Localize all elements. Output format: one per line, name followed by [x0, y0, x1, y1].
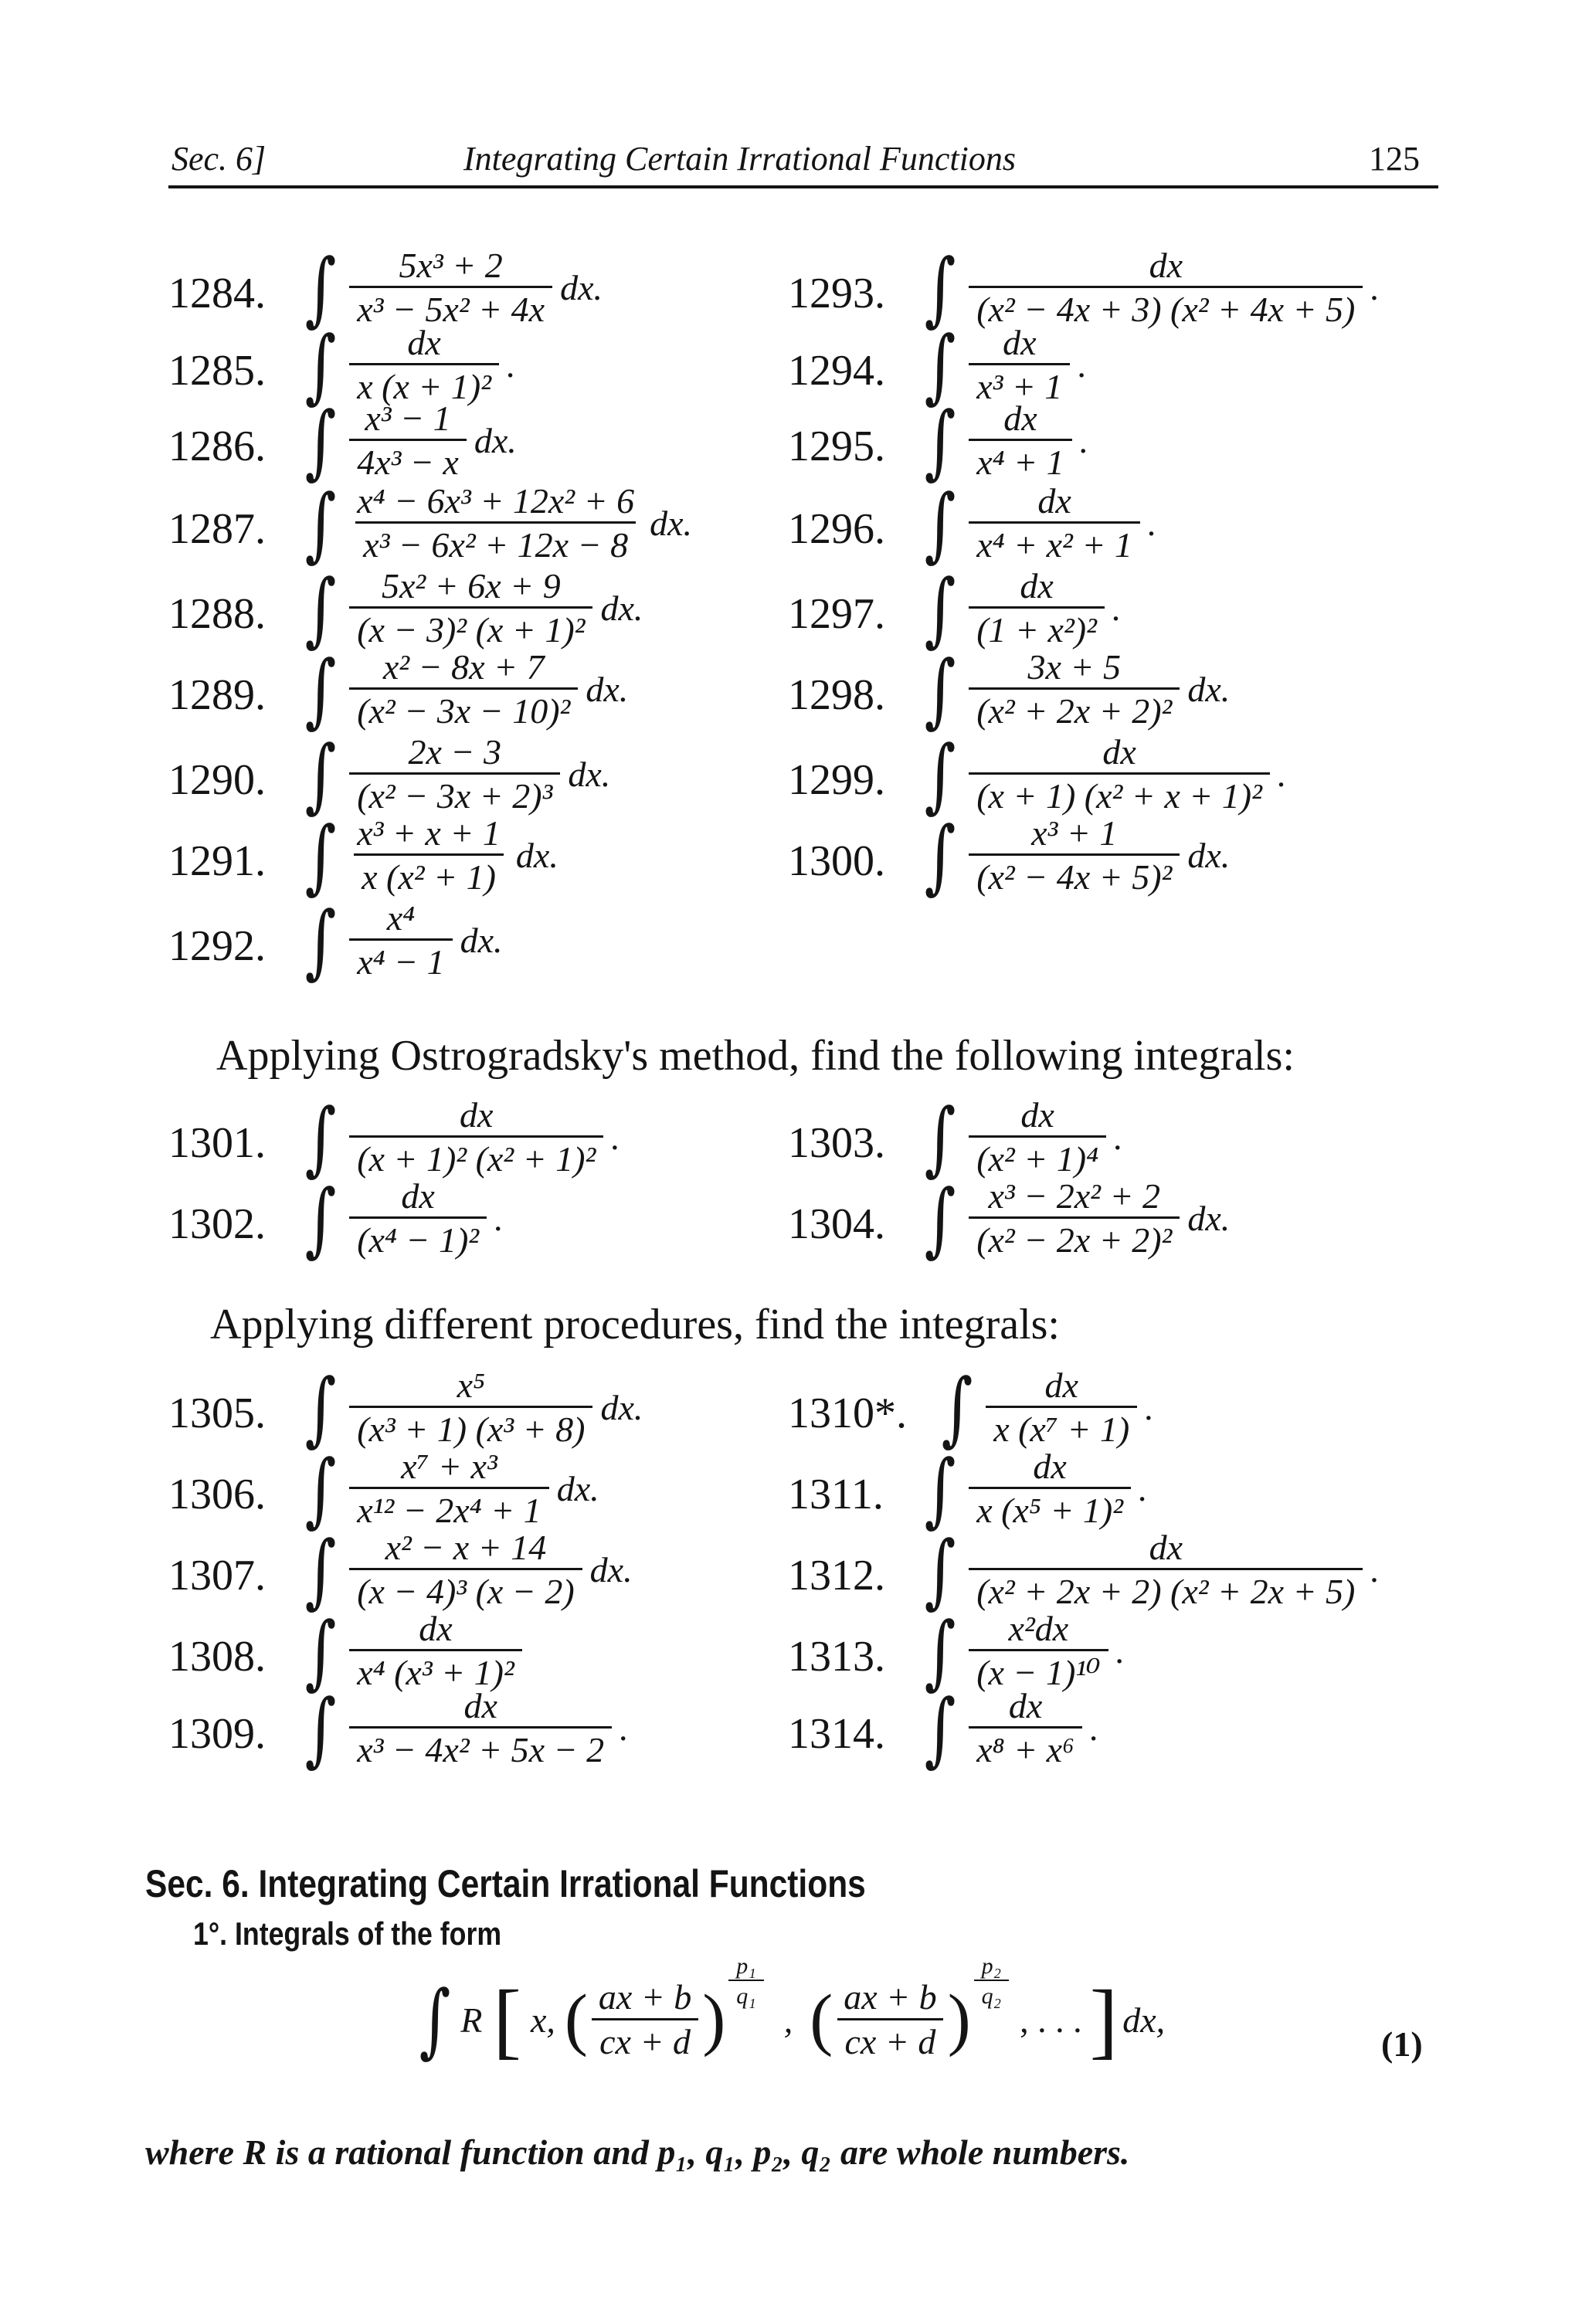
integral-sign: ∫	[304, 808, 337, 903]
problem-number: 1306.	[168, 1471, 266, 1518]
problem-number: 1295.	[788, 422, 885, 470]
integral-sign: ∫	[924, 561, 956, 656]
problem-number: 1300.	[788, 837, 885, 885]
integral-sign: ∫	[924, 642, 956, 737]
numerator: dx	[1003, 323, 1037, 362]
integral-sign: ∫	[304, 476, 337, 571]
denominator: (x² + 1)⁴	[969, 1135, 1106, 1178]
problem-number: 1286.	[168, 422, 266, 470]
integral-sign: ∫	[304, 893, 337, 988]
problem-number: 1285.	[168, 347, 266, 395]
integral-sign: ∫	[304, 561, 337, 656]
formula-num-1: ax + b	[598, 1977, 692, 2017]
integral-expression	[300, 240, 603, 335]
numerator: x²dx	[1008, 1609, 1069, 1648]
numerator: dx	[1033, 1447, 1067, 1486]
section-title: Sec. 6. Integrating Certain Irrational Functions	[145, 1862, 866, 1905]
differential: dx.	[600, 589, 643, 629]
problem-number: 1303.	[788, 1119, 885, 1167]
problem-number: 1301.	[168, 1119, 266, 1167]
footnote: where R is a rational function and p₁, q₁, p₂, q₂ are whole numbers.	[145, 2132, 1130, 2172]
denominator: (x² − 2x + 2)²	[969, 1216, 1180, 1259]
formula-den-2: cx + d	[837, 2018, 944, 2061]
integral-expression	[300, 1360, 643, 1455]
integral-expression	[300, 1090, 620, 1185]
integral-sign: ∫	[304, 1441, 337, 1536]
numerator: dx	[401, 1176, 435, 1216]
numerator: dx	[1149, 1528, 1183, 1567]
numerator: dx	[460, 1095, 494, 1135]
integral-expression	[919, 1603, 1125, 1698]
integral-sign: ∫	[304, 1171, 337, 1266]
differential: .	[494, 1199, 504, 1239]
differential: .	[620, 1708, 629, 1749]
integral-expression	[300, 561, 643, 656]
integral-expression	[300, 1681, 629, 1776]
formula-num-2: ax + b	[844, 1977, 937, 2017]
formula-dots: , . . .	[1020, 2000, 1082, 2040]
power-group-1: ( $\frac{ax + b}{cx + d}$ ) $\frac{\text{p₁}}{\text{q₁}}$	[565, 1979, 767, 2061]
integral-sign: ∫	[304, 1090, 337, 1185]
denominator: x⁸ + x⁶	[969, 1726, 1082, 1769]
differential: dx.	[1187, 670, 1231, 710]
differential: dx.	[560, 268, 603, 308]
denominator: (x − 4)³ (x − 2)	[349, 1568, 582, 1610]
integral-expression	[300, 727, 611, 822]
denominator: x (x² + 1)	[354, 853, 504, 896]
power-group-2: ( $\frac{ax + b}{cx + d}$ ) $\frac{\text{p₂}}{\text{q₂}}$	[810, 1979, 1012, 2061]
denominator: (1 + x²)²	[969, 606, 1105, 649]
integral-expression	[300, 476, 693, 571]
integral-sign: ∫	[304, 1681, 337, 1776]
differential: .	[1147, 504, 1157, 544]
differential: .	[1115, 1631, 1125, 1671]
differential: dx.	[650, 504, 693, 544]
numerator: dx	[419, 1609, 453, 1648]
denominator: (x − 3)² (x + 1)²	[349, 606, 592, 649]
differential: dx.	[568, 755, 611, 795]
differential: .	[1145, 1388, 1154, 1428]
numerator: x⁷ + x³	[401, 1447, 497, 1486]
integral-sign: ∫	[304, 1360, 337, 1455]
integral-sign: ∫	[304, 1603, 337, 1698]
problem-number: 1287.	[168, 505, 266, 553]
integral-expression	[936, 1360, 1154, 1455]
problem-number: 1311.	[788, 1471, 884, 1518]
differential: .	[507, 345, 516, 385]
differential: dx.	[1187, 836, 1231, 876]
formula-p2: p₂	[981, 1952, 1002, 1979]
integral-sign: ∫	[924, 393, 956, 488]
numerator: dx	[1020, 1095, 1054, 1135]
numerator: x² − x + 14	[385, 1528, 547, 1567]
integral-sign: ∫	[924, 727, 956, 822]
numerator: 5x² + 6x + 9	[381, 566, 561, 606]
problem-number: 1288.	[168, 590, 266, 638]
differential: .	[611, 1118, 620, 1158]
section-subtitle: 1°. Integrals of the form	[193, 1915, 502, 1952]
numerator: dx	[407, 323, 441, 362]
problem-number: 1299.	[788, 756, 885, 804]
numerator: dx	[1020, 566, 1054, 606]
integral-expression	[300, 1171, 504, 1266]
integral-expression	[919, 1090, 1123, 1185]
differential: .	[1370, 268, 1380, 308]
integral-expression	[300, 642, 629, 737]
integral-sign: ∫	[924, 1603, 956, 1698]
problem-number: 1307.	[168, 1552, 266, 1600]
denominator: x⁴ + 1	[969, 439, 1071, 481]
denominator: (x + 1)² (x² + 1)²	[349, 1135, 603, 1178]
header-section: Sec. 6]	[171, 140, 266, 178]
problem-number: 1291.	[168, 837, 266, 885]
denominator: x⁴ + x² + 1	[969, 521, 1140, 564]
differential: .	[1138, 1469, 1148, 1509]
equation-number: (1)	[1381, 2024, 1423, 2064]
integral-expression	[919, 1441, 1148, 1536]
problem-number: 1292.	[168, 922, 266, 970]
problem-number: 1312.	[788, 1552, 885, 1600]
numerator: x³ + 1	[1031, 813, 1118, 853]
denominator: x³ − 6x² + 12x − 8	[355, 521, 636, 564]
numerator: 5x³ + 2	[399, 246, 503, 285]
denominator: x³ + 1	[969, 363, 1070, 405]
differential: .	[1078, 345, 1087, 385]
integral-sign: ∫	[924, 240, 956, 335]
integral-expression	[919, 1522, 1380, 1617]
problem-number: 1309.	[168, 1710, 266, 1758]
differential: dx.	[460, 921, 503, 961]
problem-number: 1298.	[788, 671, 885, 719]
header-title: Integrating Certain Irrational Functions	[463, 140, 1016, 178]
problem-number: 1289.	[168, 671, 266, 719]
denominator: x (x + 1)²	[349, 363, 499, 405]
numerator: dx	[1102, 732, 1136, 772]
differential: dx.	[474, 421, 517, 461]
numerator: 2x − 3	[408, 732, 501, 772]
numerator: 3x + 5	[1027, 647, 1121, 687]
denominator: (x² − 3x + 2)³	[349, 772, 560, 815]
denominator: 4x³ − x	[349, 439, 467, 481]
numerator: x³ − 1	[365, 399, 451, 438]
problem-number: 1305.	[168, 1389, 266, 1437]
paragraph-different-procedures: Applying different procedures, find the integrals:	[210, 1301, 1060, 1349]
integral-sign: ∫	[924, 476, 956, 571]
integral-sign: ∫	[924, 1681, 956, 1776]
problem-number: 1293.	[788, 270, 885, 317]
numerator: x⁴ − 6x³ + 12x² + 6	[357, 481, 635, 521]
denominator: x⁴ (x³ + 1)²	[349, 1649, 522, 1691]
denominator: (x² + 2x + 2)²	[969, 687, 1180, 730]
integral-sign: ∫	[304, 727, 337, 822]
integral-expression	[919, 393, 1089, 488]
problem-number: 1297.	[788, 590, 885, 638]
denominator: (x² − 4x + 5)²	[969, 853, 1180, 896]
numerator: x⁴	[386, 898, 416, 938]
integral-sign: ∫	[304, 1522, 337, 1617]
integral-expression	[300, 808, 558, 903]
left-bracket: [	[493, 1973, 521, 2067]
integral-sign: ∫	[924, 808, 956, 903]
integral-sign: ∫	[924, 1171, 956, 1266]
integral-expression	[300, 893, 503, 988]
denominator: (x² + 2x + 2) (x² + 2x + 5)	[969, 1568, 1363, 1610]
problem-number: 1313.	[788, 1633, 885, 1681]
integral-sign: ∫	[419, 1973, 451, 2067]
problem-number: 1304.	[788, 1200, 885, 1248]
problem-number: 1294.	[788, 347, 885, 395]
denominator: x (x⁵ + 1)²	[969, 1487, 1131, 1529]
numerator: dx	[1044, 1366, 1078, 1405]
differential: .	[1114, 1118, 1123, 1158]
integral-sign: ∫	[924, 1441, 956, 1536]
integral-sign: ∫	[941, 1360, 973, 1455]
differential: dx.	[556, 1469, 599, 1509]
problem-number: 1310*.	[788, 1389, 907, 1437]
formula-R: R	[460, 2000, 483, 2040]
integral-expression	[919, 727, 1287, 822]
differential: dx.	[515, 836, 558, 876]
differential: dx.	[1187, 1199, 1231, 1239]
numerator: x⁵	[457, 1366, 486, 1405]
numerator: dx	[463, 1686, 497, 1725]
formula-p1: p₁	[736, 1952, 756, 1979]
numerator: dx	[1003, 399, 1037, 438]
formula-dx: dx,	[1122, 2000, 1166, 2040]
problem-number: 1290.	[168, 756, 266, 804]
numerator: x² − 8x + 7	[382, 647, 545, 687]
integral-expression	[919, 1681, 1099, 1776]
formula-q1: q₁	[728, 1980, 763, 2009]
problem-number: 1308.	[168, 1633, 266, 1681]
differential: dx.	[589, 1550, 633, 1590]
integral-sign: ∫	[924, 1090, 956, 1185]
integral-expression	[919, 808, 1231, 903]
integral-sign: ∫	[304, 642, 337, 737]
differential: .	[1370, 1550, 1380, 1590]
paragraph-ostrogradsky: Applying Ostrogradsky's method, find the following integrals:	[216, 1032, 1295, 1080]
numerator: x³ + x + 1	[357, 813, 501, 853]
numerator: dx	[1008, 1686, 1043, 1725]
denominator: x¹² − 2x⁴ + 1	[349, 1487, 549, 1529]
differential: .	[1090, 1708, 1099, 1749]
header-rule	[168, 185, 1438, 188]
numerator: x³ − 2x² + 2	[988, 1176, 1160, 1216]
denominator: x³ − 5x² + 4x	[349, 286, 552, 328]
integral-expression	[300, 1603, 530, 1698]
problem-number: 1284.	[168, 270, 266, 317]
formula-q2: q₂	[974, 1980, 1009, 2009]
denominator: x⁴ − 1	[349, 938, 452, 981]
right-bracket: ]	[1089, 1973, 1119, 2067]
denominator: x³ − 4x² + 5x − 2	[349, 1726, 612, 1769]
problem-number: 1302.	[168, 1200, 266, 1248]
formula-den-1: cx + d	[592, 2018, 698, 2061]
denominator: (x + 1) (x² + x + 1)²	[969, 772, 1270, 815]
differential: .	[1277, 755, 1287, 795]
problem-number: 1296.	[788, 505, 885, 553]
integral-sign: ∫	[924, 317, 956, 412]
integral-sign: ∫	[304, 317, 337, 412]
denominator: (x³ + 1) (x³ + 8)	[349, 1406, 592, 1448]
formula-1: ∫ R [ x, ( $\frac{ax + b}{cx + d}$ ) $\frac{\text{p₁}}{\text{q₁}}$ , ( $\frac{ax + b}{cx + d}$ ) $\frac{\text{p₂}}{\text{q₂}}$ , . . . ] dx,	[419, 1952, 1166, 2067]
integral-expression	[300, 1441, 599, 1536]
integral-expression	[300, 1522, 633, 1617]
integral-expression	[919, 561, 1122, 656]
differential: .	[1112, 589, 1122, 629]
denominator: (x² − 3x − 10)²	[349, 687, 578, 730]
integral-expression	[300, 393, 517, 488]
integral-expression	[919, 476, 1157, 571]
denominator: x (x⁷ + 1)	[986, 1406, 1137, 1448]
denominator: (x² − 4x + 3) (x² + 4x + 5)	[969, 286, 1363, 328]
integral-sign: ∫	[304, 393, 337, 488]
numerator: dx	[1037, 481, 1071, 521]
formula-x: x,	[530, 2000, 555, 2040]
differential: dx.	[600, 1388, 643, 1428]
problem-number: 1314.	[788, 1710, 885, 1758]
denominator: (x⁴ − 1)²	[349, 1216, 487, 1259]
denominator: (x − 1)¹⁰	[969, 1649, 1108, 1691]
differential: dx.	[586, 670, 629, 710]
integral-sign: ∫	[304, 240, 337, 335]
integral-expression	[919, 642, 1231, 737]
differential: .	[1079, 421, 1089, 461]
integral-expression	[919, 240, 1380, 335]
page-number: 125	[1369, 140, 1420, 178]
numerator: dx	[1149, 246, 1183, 285]
integral-sign: ∫	[924, 1522, 956, 1617]
integral-expression	[919, 1171, 1231, 1266]
